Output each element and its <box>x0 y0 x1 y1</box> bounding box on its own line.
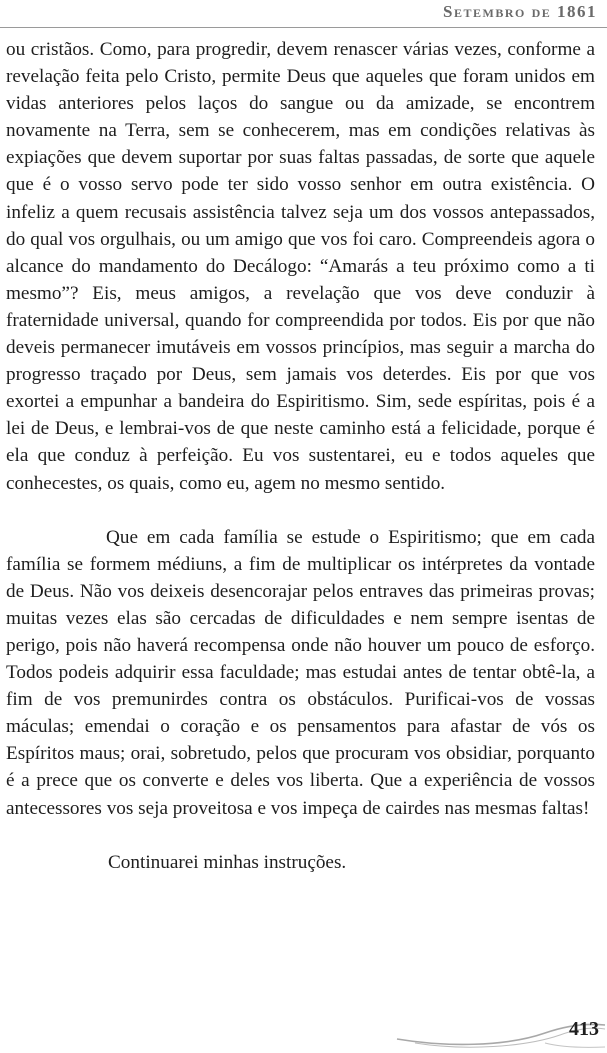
page-body <box>6 36 595 876</box>
running-head: Setembro de 1861 <box>443 2 597 21</box>
closing-line: Continuarei minhas instruções. <box>108 851 347 873</box>
paragraph-1: ou cristãos. Como, para progredir, devem renascer várias vezes, conforme a revelação feita pelo Cristo, permite Deus que aqueles que foram unidos em vidas anteriores pelos laços do sangue ou da amizade, se encontrem novamente na Terra, sem se conhecerem, mas em condições relativas às expiações que devem suportar por suas faltas passadas, de sorte que aquele que é o vosso servo pode ter sido vosso senhor em outra existência. O infeliz a quem recusais assistência talvez seja um dos vossos antepassados, do qual vos orgulhais, ou um amigo que vos foi caro. Compreendeis agora o alcance do mandamento do Decálogo: “Amarás a teu próximo como a ti mesmo”? Eis, meus amigos, a revelação que vos deve conduzir à fraternidade universal, quando for compreendida por todos. Eis por que não deveis permanecer imutáveis em vossos princípios, mas seguir a marcha do progresso traçado por Deus, sem jamais vos deterdes. Eis por que vos exortei a empunhar a bandeira do Espiritismo. Sim, sede espíritas, pois é a lei de Deus, e lembrai-vos de que neste caminho está a felicidade, porque é ela que conduz à perfeição. Eu vos sustentarei, eu e todos aqueles que conhecestes, os quais, como eu, agem no mesmo sentido. <box>6 39 595 494</box>
paragraph-2: Que em cada família se estude o Espiritismo; que em cada família se formem médiuns, a fim de multiplicar os intérpretes da vontade de Deus. Não vos deixeis desencorajar pelos entraves das primeiras provas; muitas vezes elas são cercadas de dificuldades e nem sempre isentas de perigo, pois não haverá recompensa onde não houver um pouco de esforço. Todos podeis adquirir essa faculdade; mas estudai antes de tentar obtê-la, a fim de vos premunirdes contra os obstáculos. Purificai-vos de vossas máculas; emendai o coração e os pensamentos para afastar de vós os Espíritos maus; orai, sobretudo, pelos que procuram vos obsidiar, porquanto é a prece que os converte e deles vos liberta. Que a experiência de vossos antecessores vos seja proveitosa e vos impeça de cairdes nas mesmas faltas! <box>6 526 595 819</box>
page-number: 413 <box>569 1018 599 1040</box>
header-rule <box>0 27 607 28</box>
